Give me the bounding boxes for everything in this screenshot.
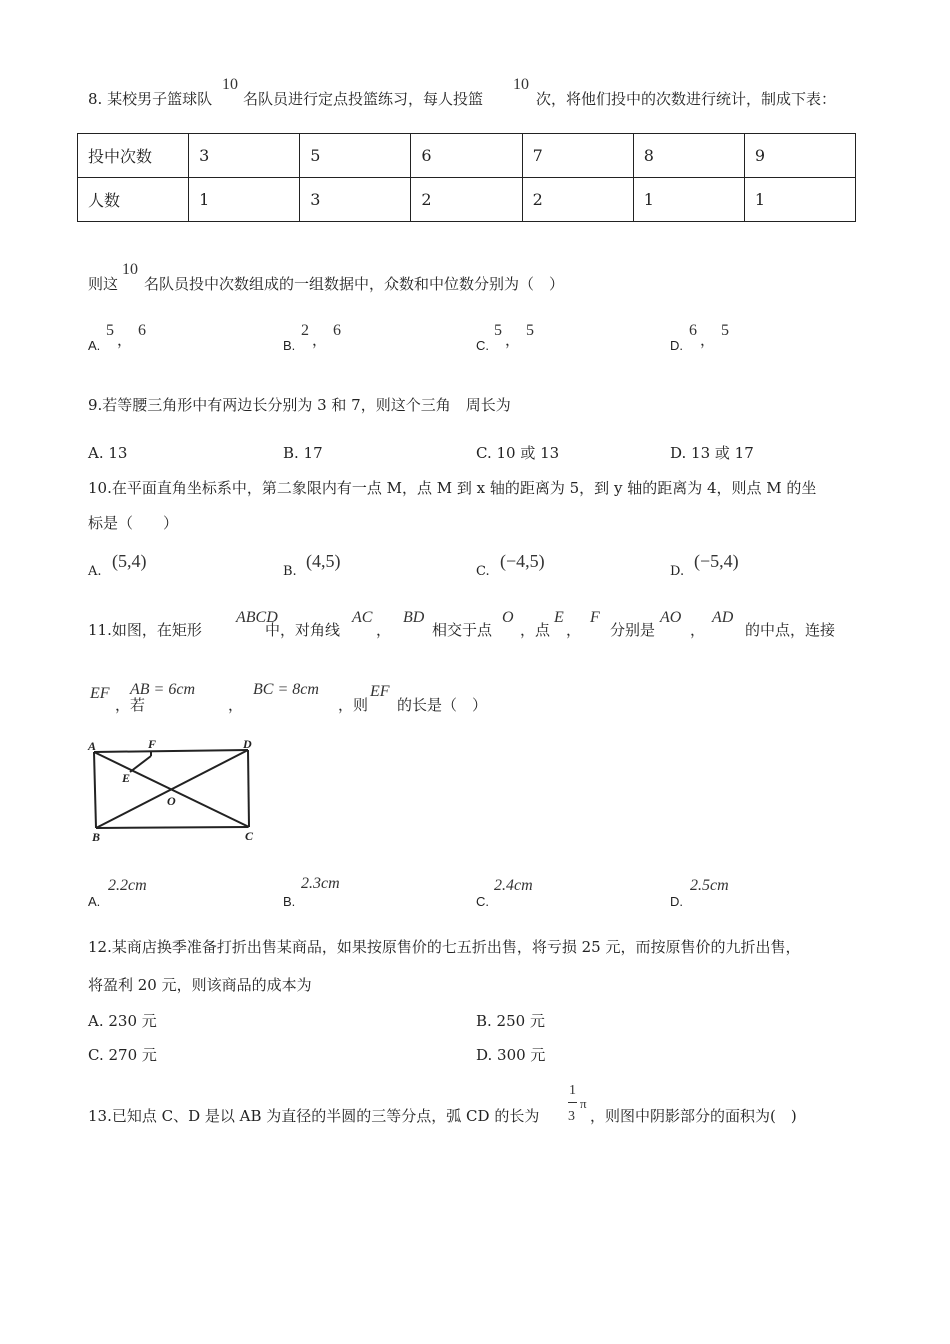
math-e: E [554, 609, 564, 626]
option-value: 2.3cm [301, 875, 340, 892]
option-value: 2.2cm [108, 877, 147, 894]
option-value: (4,5) [306, 551, 341, 571]
table-cell: 2 [522, 178, 633, 222]
math-bc-8cm: BC = 8cm [253, 681, 319, 698]
q12-option-d[interactable]: D. 300 元 [476, 1046, 546, 1064]
option-label[interactable]: B. [283, 894, 296, 909]
option-value: 5 [721, 322, 729, 339]
rectangle-figure [80, 735, 280, 850]
figure-label-o: O [167, 794, 176, 808]
table-row [78, 178, 856, 222]
fraction-denominator: 3 [568, 1109, 575, 1124]
q8-text-part3: 次，将他们投中的次数进行统计，制成下表： [536, 90, 837, 108]
option-value: (−5,4) [694, 551, 739, 571]
table-cell: 6 [411, 134, 522, 178]
option-value: 6 [689, 322, 697, 339]
pi-symbol: π [580, 1096, 587, 1111]
q8-question-part1: 则这 [88, 275, 119, 293]
option-value: 5 [526, 322, 534, 339]
q10-text-line1: 10.在平面直角坐标系中，第二象限内有一点 M，点 M 到 x 轴的距离为 5，到 y 轴的距离为 4，则点 M 的坐 [88, 479, 817, 497]
q11-text: 分别是 [610, 621, 656, 639]
table-cell: 9 [744, 134, 855, 178]
math-ac: AC [352, 609, 373, 626]
table-cell: 7 [522, 134, 633, 178]
q8-data-table [77, 133, 856, 222]
math-bd: BD [403, 609, 425, 626]
math-ab-6cm: AB = 6cm [130, 681, 195, 698]
q11-text: ， [376, 621, 392, 639]
q11-text: 相交于点 [432, 621, 493, 639]
q9-text: 9.若等腰三角形中有两边长分别为 3 和 7，则这个三角 周长为 [88, 396, 511, 414]
math-o: O [502, 609, 514, 626]
option-value: 6 [138, 322, 146, 339]
math-abcd: ABCD [236, 609, 278, 626]
table-cell: 1 [744, 178, 855, 222]
option-label[interactable]: C. [476, 894, 489, 909]
q8-number-10b: 10 [513, 76, 529, 93]
q9-option-d[interactable]: D. 13 或 17 [670, 444, 754, 462]
q8-text-part1: 8. 某校男子篮球队 [88, 90, 213, 108]
option-label[interactable]: C. [476, 564, 490, 579]
q11-text: ， [228, 696, 244, 714]
option-label[interactable]: D. [670, 564, 685, 579]
q11-text: ，点 [520, 621, 551, 639]
q9-option-c[interactable]: C. 10 或 13 [476, 444, 560, 462]
option-label[interactable]: A. [88, 338, 101, 353]
option-label[interactable]: A. [88, 564, 102, 579]
option-label[interactable]: D. [670, 338, 683, 353]
math-f: F [590, 609, 600, 626]
math-ef: EF [90, 685, 110, 702]
figure-label-c: C [245, 829, 254, 843]
option-value: 5 [106, 322, 114, 339]
q9-option-a[interactable]: A. 13 [88, 444, 128, 462]
math-ef: EF [370, 683, 390, 700]
table-row [78, 134, 856, 178]
option-comma: ， [505, 331, 521, 349]
q11-text: ，若 [115, 696, 146, 714]
q11-text: 11.如图，在矩形 [88, 621, 202, 639]
q11-text: 的中点，连接 [745, 621, 836, 639]
option-label[interactable]: B. [283, 338, 296, 353]
option-value: 6 [333, 322, 341, 339]
option-value: 2.5cm [690, 877, 729, 894]
option-comma: ， [117, 331, 133, 349]
option-label[interactable]: D. [670, 894, 683, 909]
q12-option-b[interactable]: B. 250 元 [476, 1012, 545, 1030]
table-cell: 3 [300, 178, 411, 222]
table-cell: 5 [300, 134, 411, 178]
q8-question-number: 10 [122, 261, 138, 278]
q12-text-line1: 12.某商店换季准备打折出售某商品，如果按原售价的七五折出售，将亏损 25 元，而按原售价的九折出售， [88, 938, 801, 956]
q11-text: ， [690, 621, 706, 639]
q8-question-part2: 名队员投中次数组成的一组数据中，众数和中位数分别为（ ） [144, 275, 565, 293]
q10-text-line2: 标是（ ） [88, 514, 179, 532]
option-label[interactable]: C. [476, 338, 489, 353]
figure-label-d: D [243, 737, 252, 751]
figure-label-f: F [148, 737, 157, 751]
figure-label-a: A [88, 739, 97, 753]
q13-text-part1: 13.已知点 C、D 是以 AB 为直径的半圆的三等分点，弧 CD 的长为 [88, 1107, 540, 1125]
option-value: 2.4cm [494, 877, 533, 894]
option-comma: ， [312, 331, 328, 349]
table-cell: 3 [189, 134, 300, 178]
q12-option-c[interactable]: C. 270 元 [88, 1046, 157, 1064]
fraction-bar [568, 1102, 577, 1103]
q8-text-part2: 名队员进行定点投篮练习，每人投篮 [243, 90, 484, 108]
option-label[interactable]: B. [283, 564, 297, 579]
table-cell: 1 [633, 178, 744, 222]
table-cell: 2 [411, 178, 522, 222]
q12-text-line2: 将盈利 20 元，则该商品的成本为 [88, 976, 312, 994]
option-value: (−4,5) [500, 551, 545, 571]
option-value: 5 [494, 322, 502, 339]
q11-text: ，则 [338, 696, 369, 714]
q11-text: 中，对角线 [265, 621, 341, 639]
q12-option-a[interactable]: A. 230 元 [88, 1012, 157, 1030]
figure-label-b: B [92, 830, 101, 844]
option-comma: ， [700, 331, 716, 349]
table-cell: 8 [633, 134, 744, 178]
math-ad: AD [712, 609, 734, 626]
table-cell: 投中次数 [78, 134, 189, 178]
math-ao: AO [660, 609, 682, 626]
option-value: 2 [301, 322, 309, 339]
q11-text: ， [566, 621, 582, 639]
q9-option-b[interactable]: B. 17 [283, 444, 323, 462]
table-cell: 1 [189, 178, 300, 222]
option-value: (5,4) [112, 551, 147, 571]
q11-text: 的长是（ ） [397, 696, 488, 714]
figure-label-e: E [122, 771, 131, 785]
q8-number-10: 10 [222, 76, 238, 93]
q13-text-part2: ，则图中阴影部分的面积为( ) [590, 1107, 797, 1125]
table-cell: 人数 [78, 178, 189, 222]
fraction-numerator: 1 [569, 1083, 576, 1098]
option-label[interactable]: A. [88, 894, 101, 909]
